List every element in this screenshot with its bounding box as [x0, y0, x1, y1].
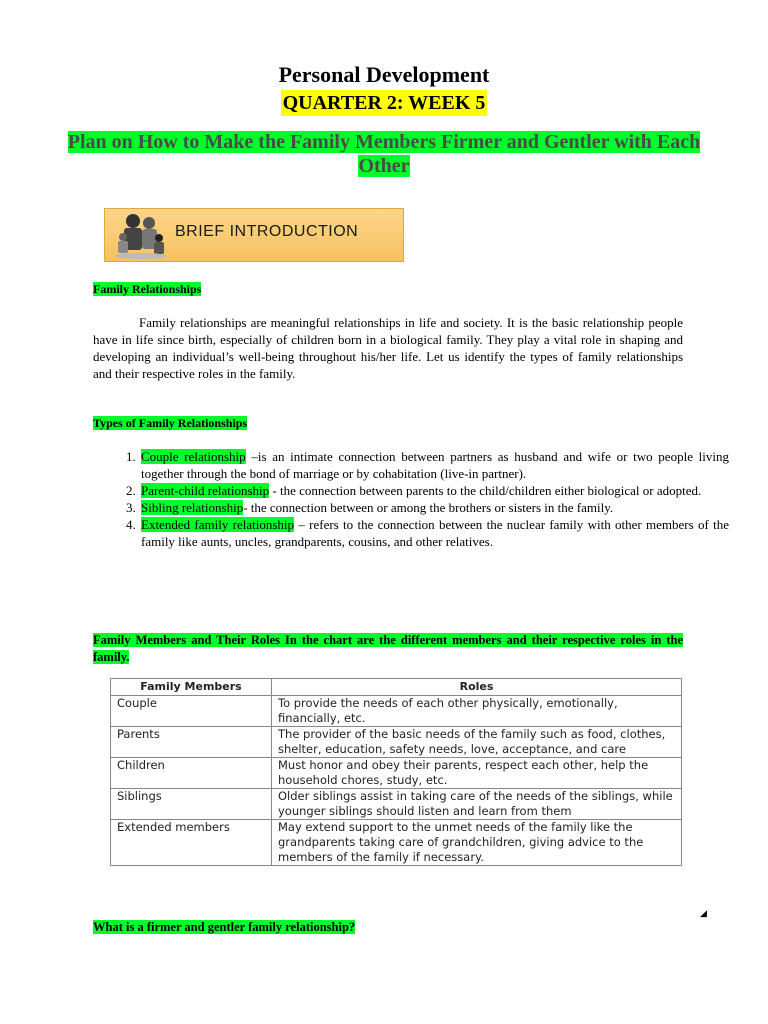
list-item: 3. Sibling relationship- the connection between or among the brothers or sisters in the family. [139, 499, 729, 516]
term-highlight: Extended family relationship [141, 517, 295, 532]
table-header-row [111, 679, 682, 696]
brief-introduction-banner [104, 208, 404, 262]
member-cell: Extended members [111, 820, 272, 866]
section-heading-members-roles: Family Members and Their Roles In the chart are the different members and their respective roles in the family. [93, 633, 683, 664]
role-cell: Must honor and obey their parents, respect each other, help the household chores, study, etc. [272, 758, 682, 789]
member-cell: Couple [111, 696, 272, 727]
column-header-members: Family Members [111, 679, 272, 696]
banner-label: BRIEF INTRODUCTION [175, 223, 359, 240]
week-label: QUARTER 2: WEEK 5 [282, 92, 486, 114]
section-heading-firmer-gentler: What is a firmer and gentler family relationship? [93, 920, 356, 934]
week-label-wrap [0, 90, 768, 116]
section-heading-family-relationships: Family Relationships [93, 282, 202, 296]
term-highlight: Couple relationship [141, 449, 246, 464]
lesson-title-text: Plan on How to Make the Family Members Firmer and Gentler with Each Other [67, 131, 701, 177]
page-title: Personal Development [278, 62, 490, 87]
resize-corner-icon: ◢ [700, 908, 707, 918]
lesson-title [60, 130, 708, 178]
member-cell: Parents [111, 727, 272, 758]
member-cell: Siblings [111, 789, 272, 820]
role-cell: May extend support to the unmet needs of the family like the grandparents taking care of grandchildren, giving advice to the members of the family if necessary. [272, 820, 682, 866]
role-cell: To provide the needs of each other physically, emotionally, financially, etc. [272, 696, 682, 727]
list-item: 2. Parent-child relationship - the connection between parents to the child/children either biological or adopted. [139, 482, 729, 499]
list-item: 1. Couple relationship –is an intimate connection between partners as husband and wife or two people living together through the bond of marriage or by cohabitation (live-in partner). [139, 448, 729, 482]
table-row [111, 789, 682, 820]
member-cell: Children [111, 758, 272, 789]
role-cell: Older siblings assist in taking care of the needs of the siblings, while younger siblings should listen and learn from them [272, 789, 682, 820]
term-highlight: Sibling relationship [141, 500, 244, 515]
intro-paragraph: Family relationships are meaningful relationships in life and society. It is the basic relationship people have in life since birth, especially of children born in a biological family. They play a vital role in shaping and developing an individual’s well-being throughout his/her life. Let us identify the types of family relationships and their respective roles in the family. [93, 315, 683, 381]
role-cell: The provider of the basic needs of the family such as food, clothes, shelter, education, safety needs, love, acceptance, and care [272, 727, 682, 758]
table-row [111, 727, 682, 758]
column-header-roles: Roles [272, 679, 682, 696]
table-row [111, 820, 682, 866]
relationship-types-list [93, 448, 729, 550]
section-heading-types: Types of Family Relationships [93, 416, 248, 430]
term-highlight: Parent-child relationship [141, 483, 270, 498]
family-roles-table [110, 678, 682, 866]
family-clipart-icon [111, 211, 171, 259]
table-row [111, 696, 682, 727]
list-item: 4. Extended family relationship – refers to the connection between the nuclear family with other members of the family like aunts, uncles, grandparents, cousins, and other relatives. [139, 516, 729, 550]
table-row [111, 758, 682, 789]
